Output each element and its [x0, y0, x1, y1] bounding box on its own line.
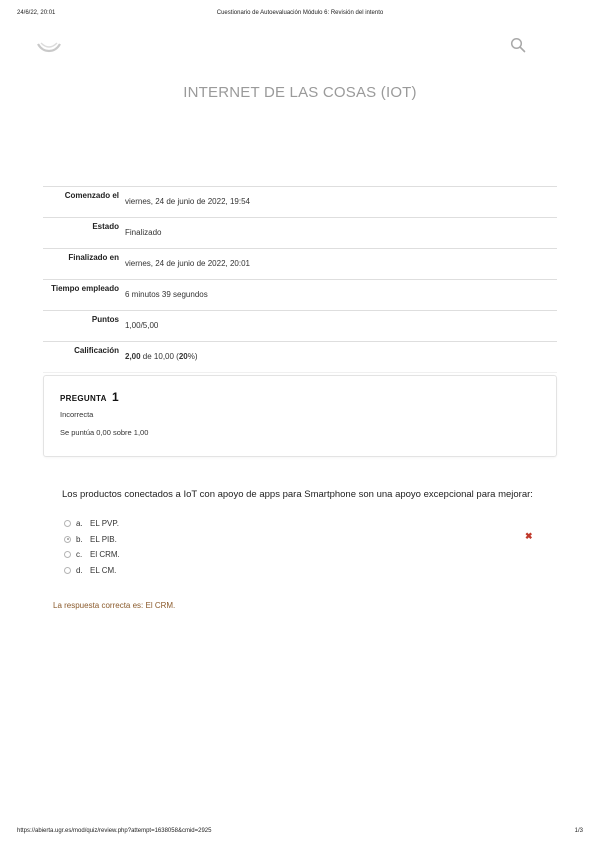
summary-value: Finalizado — [125, 228, 162, 237]
print-footer — [17, 828, 583, 838]
radio-button[interactable] — [64, 567, 71, 574]
answer-option[interactable] — [64, 516, 120, 532]
summary-row — [43, 342, 557, 373]
question-label: PREGUNTA — [60, 394, 107, 403]
print-date: 24/6/22, 20:01 — [17, 10, 56, 16]
option-letter: a. — [76, 519, 83, 529]
option-text: EL PVP. — [90, 519, 119, 529]
answer-option[interactable] — [64, 563, 120, 579]
grade-suffix: %) — [187, 352, 198, 361]
option-text: El CRM. — [90, 550, 120, 560]
print-page-number: 1/3 — [574, 828, 583, 834]
summary-label: Puntos — [91, 315, 119, 324]
grade-out-of: de 10,00 ( — [140, 352, 179, 361]
grade-value — [125, 342, 557, 373]
answer-options — [64, 516, 120, 578]
question-number: 1 — [111, 390, 119, 404]
question-info-box — [43, 375, 557, 457]
question-text: Los productos conectados a IoT con apoyo de apps para Smartphone son una apoyo excepcional para mejorar: — [62, 489, 533, 500]
site-logo[interactable] — [36, 36, 62, 56]
summary-row — [43, 249, 557, 280]
summary-label: Tiempo empleado — [51, 284, 119, 293]
summary-label: Finalizado en — [68, 253, 119, 262]
summary-value: 1,00/5,00 — [125, 321, 159, 330]
print-url: https://abierta.ugr.es/mod/quiz/review.php?attempt=1638058&cmid=2925 — [17, 828, 212, 834]
answer-option[interactable] — [64, 532, 120, 548]
option-letter: b. — [76, 534, 83, 544]
course-title: INTERNET DE LAS COSAS (IOT) — [183, 84, 417, 101]
summary-row — [43, 311, 557, 342]
answer-option[interactable] — [64, 547, 120, 563]
summary-row — [43, 218, 557, 249]
summary-label: Calificación — [74, 346, 119, 355]
option-letter: d. — [76, 565, 83, 575]
print-document-title: Cuestionario de Autoevaluación Módulo 6: Revisión del intento — [216, 10, 384, 16]
search-icon — [510, 37, 526, 53]
print-header — [17, 10, 583, 20]
summary-value: viernes, 24 de junio de 2022, 19:54 — [125, 197, 250, 206]
option-text: EL CM. — [90, 565, 117, 575]
grade-score: 2,00 — [125, 352, 141, 361]
incorrect-icon: ✖ — [525, 531, 533, 541]
question-heading — [60, 390, 119, 404]
option-text: EL PIB. — [90, 534, 117, 544]
question-status: Incorrecta — [60, 410, 94, 419]
summary-row — [43, 187, 557, 218]
radio-button[interactable] — [64, 551, 71, 558]
search-button[interactable] — [510, 37, 526, 53]
summary-value: viernes, 24 de junio de 2022, 20:01 — [125, 259, 250, 268]
summary-label: Estado — [92, 222, 119, 231]
summary-label: Comenzado el — [64, 191, 119, 200]
attempt-summary-table — [43, 186, 557, 373]
question-grade: Se puntúa 0,00 sobre 1,00 — [60, 428, 149, 437]
correct-answer-feedback: La respuesta correcta es: El CRM. — [53, 601, 176, 610]
summary-value: 6 minutos 39 segundos — [125, 290, 208, 299]
radio-button[interactable] — [64, 520, 71, 527]
radio-button-selected[interactable] — [64, 536, 71, 543]
logo-icon — [36, 36, 62, 56]
grade-percent: 20 — [178, 352, 188, 361]
summary-row — [43, 280, 557, 311]
option-letter: c. — [76, 550, 83, 560]
